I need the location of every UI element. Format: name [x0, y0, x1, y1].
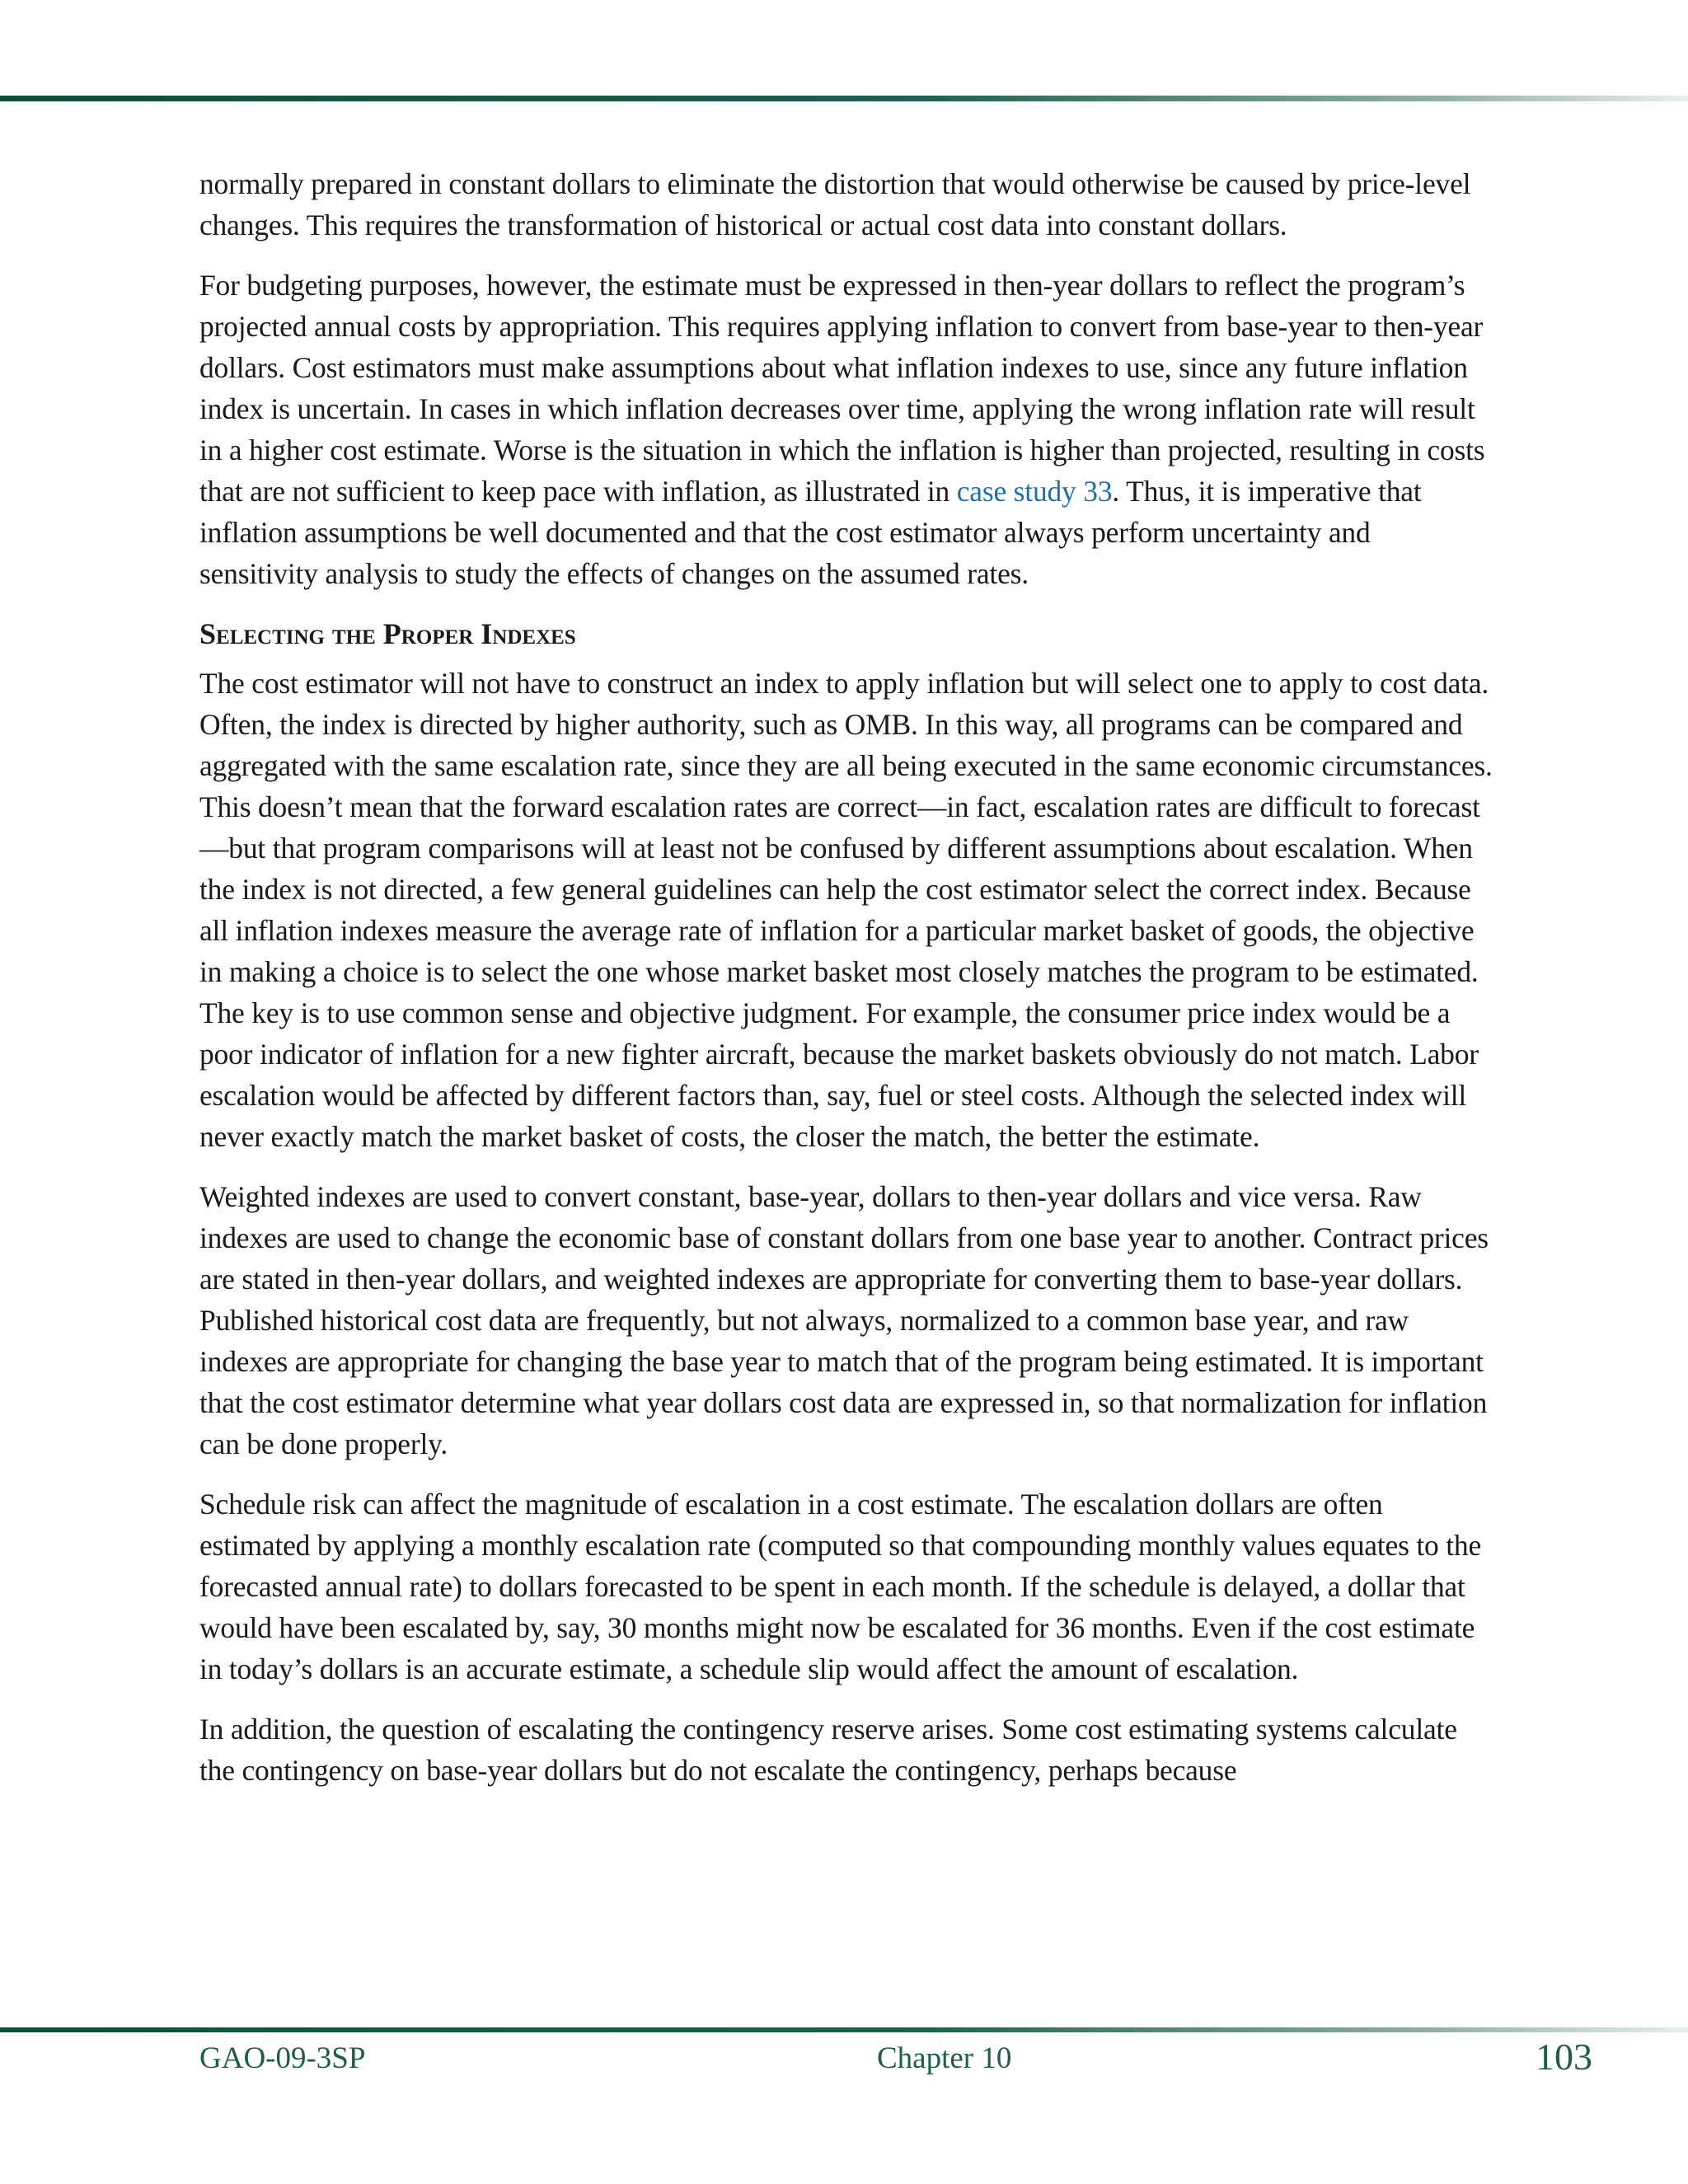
footer-rule	[0, 2027, 1688, 2032]
chapter-label: Chapter 10	[877, 2041, 1012, 2075]
section-heading: Selecting the Proper Indexes	[199, 617, 576, 650]
paragraph-budgeting-text-1: For budgeting purposes, however, the estimate must be expressed in then-year dollars to reflect the program’s projected annual costs by appropriation. This requires applying inflation to convert from base-year to then-year dollars. Cost estimators must make assumptions about what inflation indexes to use, since any future inflation index is uncertain. In cases in which inflation decreases over time, applying the wrong inflation rate will result in a higher cost estimate. Worse is the situation in which the inflation is higher than projected, resulting in costs that are not sufficient to keep pace with inflation, as illustrated in	[199, 269, 1485, 508]
header-rule	[0, 96, 1688, 101]
paragraph-constant-dollars: normally prepared in constant dollars to eliminate the distortion that would otherwise be caused by price-level changes. This requires the transformation of historical or actual cost data into constant dollars.	[199, 167, 1471, 241]
page-body	[199, 163, 1493, 1810]
page-number: 103	[1536, 2036, 1592, 2078]
paragraph-budgeting-text-2: . Thus, it is imperative that inflation assumptions be well documented and that the cost estimator always perform uncertainty and sensitivity analysis to study the effects of changes on the assumed rates.	[199, 475, 1422, 590]
page-footer	[199, 2037, 1592, 2087]
document-id: GAO-09-3SP	[199, 2041, 366, 2075]
paragraph-selecting-index: The cost estimator will not have to construct an index to apply inflation but will select one to apply to cost data. Often, the index is directed by higher authority, such as OMB. In this way, all programs can be compared and aggregated with the same escalation rate, since they are all being executed in the same economic circumstances. This doesn’t mean that the forward escalation rates are correct—in fact, escalation rates are difficult to forecast—but that program comparisons will at least not be confused by different assumptions about escalation. When the index is not directed, a few general guidelines can help the cost estimator select the correct index. Because all inflation indexes measure the average rate of inflation for a particular market basket of goods, the objective in making a choice is to select the one whose market basket most closely matches the program to be estimated. The key is to use common sense and objective judgment. For example, the consumer price index would be a poor indicator of inflation for a new fighter aircraft, because the market baskets obviously do not match. Labor escalation would be affected by different factors than, say, fuel or steel costs. Although the selected index will never exactly match the market basket of costs, the closer the match, the better the estimate.	[199, 667, 1493, 1153]
case-study-33-link[interactable]: case study 33	[956, 475, 1113, 508]
paragraph-weighted-indexes: Weighted indexes are used to convert constant, base-year, dollars to then-year dollars and vice versa. Raw indexes are used to change the economic base of constant dollars from one base year to another. Contract prices are stated in then-year dollars, and weighted indexes are appropriate for converting them to base-year dollars. Published historical cost data are frequently, but not always, normalized to a common base year, and raw indexes are appropriate for changing the base year to match that of the program being estimated. It is important that the cost estimator determine what year dollars cost data are expressed in, so that normalization for inflation can be done properly.	[199, 1180, 1489, 1460]
paragraph-budgeting	[199, 265, 1493, 594]
paragraph-schedule-risk: Schedule risk can affect the magnitude of escalation in a cost estimate. The escalation dollars are often estimated by applying a monthly escalation rate (computed so that compounding monthly values equates to the forecasted annual rate) to dollars forecasted to be spent in each month. If the schedule is delayed, a dollar that would have been escalated by, say, 30 months might now be escalated for 36 months. Even if the cost estimate in today’s dollars is an accurate estimate, a schedule slip would affect the amount of escalation.	[199, 1488, 1482, 1685]
paragraph-contingency: In addition, the question of escalating the contingency reserve arises. Some cost estimating systems calculate the contingency on base-year dollars but do not escalate the contingency, perhaps because	[199, 1713, 1457, 1787]
